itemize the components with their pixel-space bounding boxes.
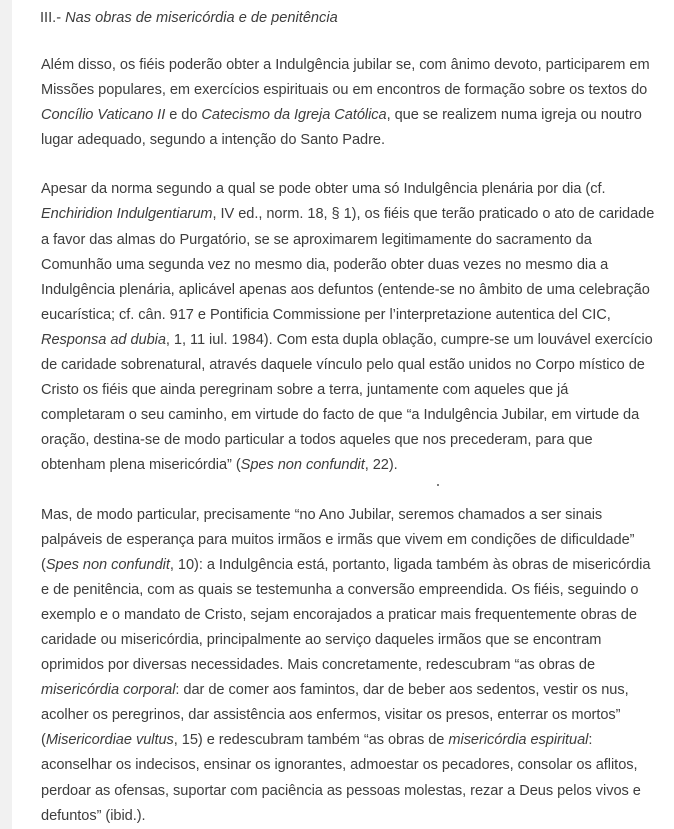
section-heading-title: Nas obras de misericórdia e de penitência xyxy=(65,10,338,26)
text-line xyxy=(41,528,666,553)
italic-text: Spes non confundit xyxy=(45,556,170,573)
italic-text: Concílio Vaticano II xyxy=(41,107,166,124)
text-segment: Comunhão uma segunda vez no mesmo dia, poderão obter duas vezes no mesmo dia a xyxy=(41,256,609,273)
text-line xyxy=(41,53,666,78)
text-segment: caridade ou misericórdia, principalmente ao serviço daqueles irmãos que se encontram xyxy=(41,631,602,648)
text-segment: defuntos” (ibid.). xyxy=(41,807,146,824)
text-segment: a favor das almas do Purgatório, se se aproximarem legitimamente do sacramento da xyxy=(41,231,592,248)
text-line xyxy=(41,728,666,753)
text-segment: palpáveis de esperança para muitos irmãos e irmãs que vivem em condições de dificuldade” xyxy=(41,531,635,548)
text-segment: : xyxy=(588,732,593,749)
text-segment: Cristo os fiéis que ainda peregrinam sobre a terra, juntamente com aqueles que já xyxy=(41,382,569,399)
text-line xyxy=(41,753,666,778)
text-line xyxy=(41,553,666,578)
text-segment: Além disso, os fiéis poderão obter a Indulgência jubilar se, com ânimo devoto, participarem em xyxy=(41,57,650,73)
text-line xyxy=(41,603,666,628)
text-segment: ( xyxy=(41,556,46,573)
text-segment: lugar adequado, segundo a intenção do Santo Padre. xyxy=(41,132,385,149)
text-line xyxy=(41,228,666,253)
text-segment: , que se realizem numa igreja ou noutro xyxy=(386,107,642,124)
text-segment: oprimidos por diversas necessidades. Mais concretamente, redescubram “as obras de xyxy=(41,657,596,674)
text-segment: e de penitência, com as quais se testemunha a conversão empreendida. Os fiéis, seguindo o xyxy=(41,581,639,598)
text-line xyxy=(41,202,666,227)
text-segment: ( xyxy=(41,732,46,749)
text-segment: acolher os peregrinos, dar assistência aos enfermos, visitar os presos, enterrar os mortos” xyxy=(41,707,621,724)
text-line xyxy=(41,328,666,353)
text-segment: completaram o seu caminho, em virtude do facto de que “a Indulgência Jubilar, em virtude da xyxy=(41,407,640,424)
text-line xyxy=(41,278,666,303)
text-line xyxy=(41,578,666,603)
text-line xyxy=(41,678,666,703)
text-line xyxy=(41,428,666,453)
section-heading xyxy=(40,7,666,29)
italic-text: Spes non confundit xyxy=(240,457,365,474)
text-segment: : dar de comer aos famintos, dar de beber aos sedentos, vestir os nus, xyxy=(175,682,629,699)
paragraph-gap xyxy=(41,153,666,177)
text-line xyxy=(41,453,666,478)
text-line xyxy=(41,128,666,153)
text-segment: oração, destina-se de modo particular a todos aqueles que nos precederam, para que xyxy=(41,432,593,449)
paragraph xyxy=(41,177,666,478)
text-segment: , 1, 11 iul. 1984). Com esta dupla oblação, cumpre-se um louvável exercício xyxy=(165,331,653,348)
text-segment: eucarística; cf. cân. 917 e Pontificia Commissione per l’interpretazione autentica del CIC, xyxy=(41,306,611,323)
text-segment: obtenham plena misericórdia” ( xyxy=(41,457,241,474)
text-line xyxy=(41,103,666,128)
text-segment: , 15) e redescubram também “as obras de xyxy=(173,732,449,749)
italic-text: Catecismo da Igreja Católica xyxy=(201,107,387,124)
text-segment: , 22). xyxy=(364,457,398,474)
text-line xyxy=(41,804,666,829)
text-segment: Mas, de modo particular, precisamente “no Ano Jubilar, seremos chamados a ser sinais xyxy=(41,506,603,523)
text-line xyxy=(41,78,666,103)
text-segment: Apesar da norma segundo a qual se pode obter uma só Indulgência plenária por dia (cf. xyxy=(41,181,606,198)
text-line xyxy=(41,653,666,678)
italic-text: Responsa ad dubia xyxy=(41,331,166,348)
paragraph xyxy=(41,503,666,829)
italic-text: misericórdia corporal xyxy=(41,682,176,699)
text-segment: de caridade sobrenatural, através daquele vínculo pelo qual estão unidos no Corpo místico de xyxy=(41,357,645,374)
text-line xyxy=(41,703,666,728)
text-line xyxy=(41,353,666,378)
text-line xyxy=(41,403,666,428)
text-segment: e do xyxy=(165,107,202,124)
text-line xyxy=(41,779,666,804)
paragraph-gap xyxy=(41,29,666,53)
text-segment: , IV ed., norm. 18, § 1), os fiéis que terão praticado o ato de caridade xyxy=(212,206,655,223)
text-segment: perdoar as ofensas, suportar com paciência as pessoas molestas, rezar a Deus pelos vivos e xyxy=(41,782,641,799)
text-line xyxy=(41,177,666,202)
italic-text: Misericordiae vultus xyxy=(45,732,174,749)
paragraph-gap xyxy=(41,479,666,503)
text-line xyxy=(41,503,666,528)
section-heading-number: III.- xyxy=(40,10,66,26)
text-segment: exemplo e o mandato de Cristo, sejam encorajados a praticar mais frequentemente obras de xyxy=(41,606,637,623)
text-line xyxy=(41,253,666,278)
stray-dot-mark xyxy=(437,484,439,486)
text-segment: Missões populares, em exercícios espirituais ou em encontros de formação sobre os textos do xyxy=(41,82,648,99)
paragraphs-container xyxy=(41,53,666,829)
italic-text: Enchiridion Indulgentiarum xyxy=(41,206,213,223)
document-body xyxy=(41,7,666,829)
text-line xyxy=(41,628,666,653)
text-segment: aconselhar os indecisos, ensinar os ignorantes, admoestar os pecadores, consolar os aflitos, xyxy=(41,757,638,774)
text-line xyxy=(41,303,666,328)
italic-text: misericórdia espiritual xyxy=(448,732,589,749)
text-line xyxy=(41,378,666,403)
text-segment: , 10): a Indulgência está, portanto, ligada também às obras de misericórdia xyxy=(169,556,651,573)
page-left-margin-bar xyxy=(0,0,12,829)
text-segment: Indulgência plenária, aplicável apenas aos defuntos (entende-se no âmbito de uma celebração xyxy=(41,281,650,298)
paragraph xyxy=(41,53,666,153)
